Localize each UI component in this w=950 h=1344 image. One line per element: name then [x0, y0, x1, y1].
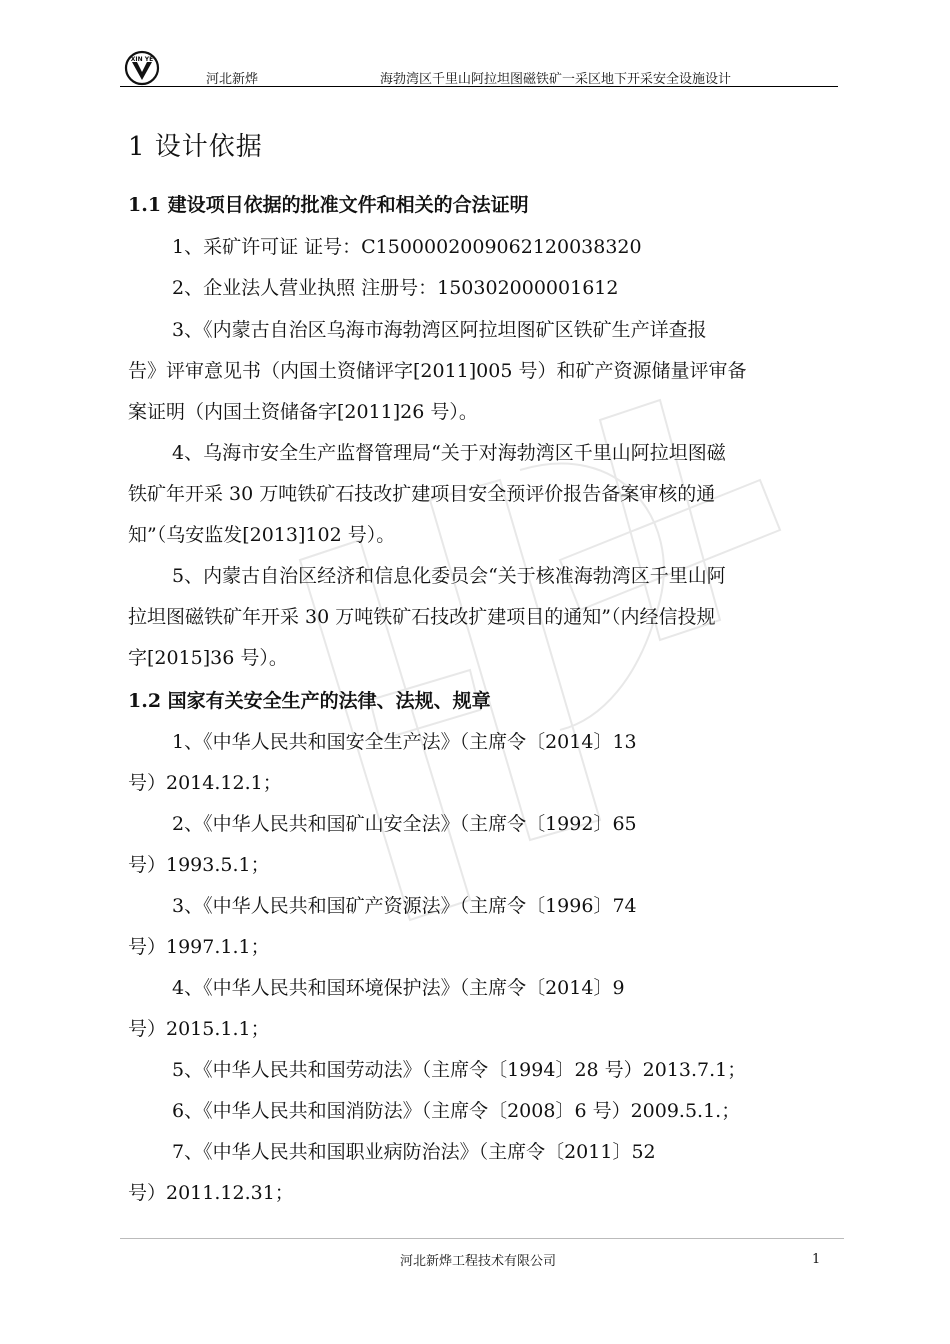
list-item: 7、《中华人民共和国职业病防治法》（主席令〔2011〕52	[172, 1141, 656, 1163]
header-company: 河北新烨	[206, 72, 259, 87]
footer-divider	[120, 1238, 844, 1239]
list-item: 2、企业法人营业执照 注册号：150302000001612	[172, 277, 619, 299]
list-item: 5、《中华人民共和国劳动法》（主席令〔1994〕28 号）2013.7.1；	[172, 1059, 747, 1081]
svg-text:XIN YE: XIN YE	[130, 56, 154, 63]
list-item: 3、《内蒙古自治区乌海市海勃湾区阿拉坦图矿区铁矿生产详查报	[172, 319, 707, 341]
list-item: 3、《中华人民共和国矿产资源法》（主席令〔1996〕74	[172, 895, 637, 917]
list-item-continued: 拉坦图磁铁矿年开采 30 万吨铁矿石技改扩建项目的通知”（内经信投规	[128, 606, 716, 628]
subsection-heading: 1.1 建设项目依据的批准文件和相关的合法证明	[128, 194, 529, 216]
list-item: 1、采矿许可证 证号：C1500002009062120038320	[172, 236, 642, 258]
list-item-continued: 告》评审意见书（内国土资储评字[2011]005 号）和矿产资源储量评审备	[128, 360, 747, 382]
page-header	[120, 54, 838, 87]
list-item-continued: 号）2015.1.1；	[128, 1018, 270, 1040]
list-item-continued: 号）2011.12.31；	[128, 1182, 294, 1204]
list-item-continued: 案证明（内国土资储备字[2011]26 号）。	[128, 401, 478, 423]
list-item: 1、《中华人民共和国安全生产法》（主席令〔2014〕13	[172, 731, 637, 753]
footer-company: 河北新烨工程技术有限公司	[400, 1254, 557, 1269]
list-item: 4、《中华人民共和国环境保护法》（主席令〔2014〕9	[172, 977, 625, 999]
subsection-heading: 1.2 国家有关安全生产的法律、法规、规章	[128, 690, 491, 712]
list-item-continued: 号）1997.1.1；	[128, 936, 270, 958]
list-item-continued: 铁矿年开采 30 万吨铁矿石技改扩建项目安全预评价报告备案审核的通	[128, 483, 716, 505]
page-number: 1	[812, 1252, 821, 1267]
list-item-continued: 知”（乌安监发[2013]102 号）。	[128, 524, 396, 546]
list-item: 2、《中华人民共和国矿山安全法》（主席令〔1992〕65	[172, 813, 637, 835]
list-item: 5、内蒙古自治区经济和信息化委员会“关于核准海勃湾区千里山阿	[172, 565, 726, 587]
header-document-title: 海勃湾区千里山阿拉坦图磁铁矿一采区地下开采安全设施设计	[380, 72, 732, 87]
list-item-continued: 号）1993.5.1；	[128, 854, 270, 876]
list-item-continued: 号）2014.12.1；	[128, 772, 282, 794]
section-heading: 1 设计依据	[128, 132, 263, 162]
list-item: 6、《中华人民共和国消防法》（主席令〔2008〕6 号）2009.5.1.；	[172, 1100, 741, 1122]
list-item-continued: 字[2015]36 号）。	[128, 647, 288, 669]
company-logo	[122, 50, 162, 86]
list-item: 4、乌海市安全生产监督管理局“关于对海勃湾区千里山阿拉坦图磁	[172, 442, 726, 464]
